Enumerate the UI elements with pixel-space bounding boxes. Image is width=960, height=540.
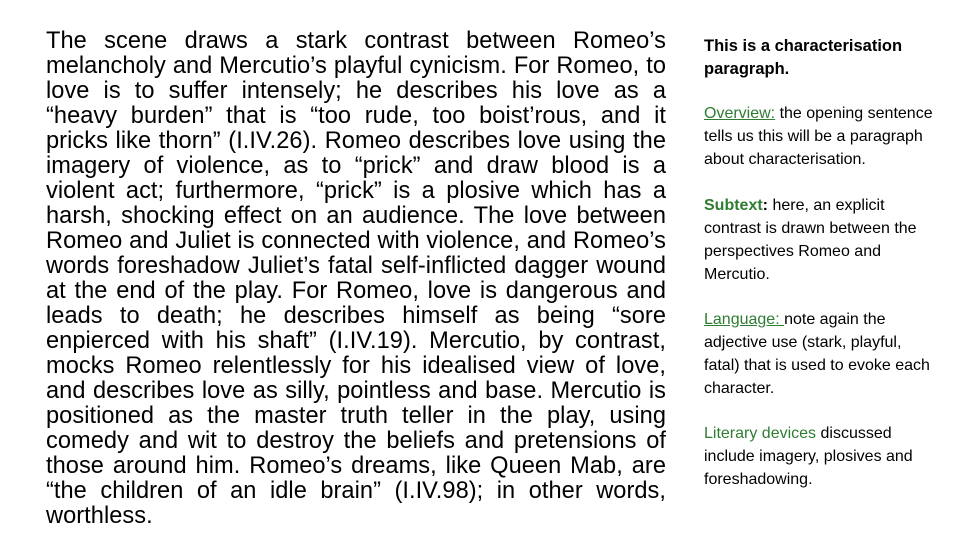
language-text: note again the adjective use (stark, playful, fatal) that is used to evoke each character.	[704, 311, 930, 397]
subtext-label: Subtext	[704, 197, 763, 214]
essay-paragraph: The scene draws a stark contrast between Romeo’s melancholy and Mercutio’s playful cynicism. For Romeo, to love is to suffer intensely; he describes his love as a “heavy burden” that is “too rude, too boist’rous, and it pricks like thorn” (I.IV.26). Romeo describes love using the imagery of violence, as to “prick” and draw blood is a violent act; furthermore, “prick” is a plosive which has a harsh, shocking effect on an audience. The love between Romeo and Juliet is connected with violence, and Romeo’s words foreshadow Juliet’s fatal self-inflicted dagger wound at the end of the play. For Romeo, love is dangerous and leads to death; he describes himself as being “sore enpierced with his shaft” (I.IV.19). Mercutio, by contrast, mocks Romeo relentlessly for his idealised view of love, and describes love as silly, pointless and base. Mercutio is positioned as the master truth teller in the play, using comedy and wit to destroy the beliefs and pretensions of those around him. Romeo’s dreams, like Queen Mab, are “the children of an idle brain” (I.IV.98); in other words, worthless.	[46, 29, 666, 529]
note-literary-devices	[704, 422, 940, 491]
annotation-panel	[704, 35, 940, 491]
note-overview	[704, 102, 940, 171]
overview-label: Overview:	[704, 105, 776, 122]
note-language	[704, 308, 940, 400]
language-label: Language:	[704, 311, 785, 328]
subtext-text: here, an explicit contrast is drawn between the perspectives Romeo and Mercutio.	[704, 197, 917, 283]
overview-text: the opening sentence tells us this will be a paragraph about characterisation.	[704, 105, 933, 168]
literary-label: Literary devices	[704, 425, 817, 442]
subtext-colon: :	[762, 197, 768, 214]
note-subtext	[704, 194, 940, 286]
note-title: This is a characterisation paragraph.	[704, 37, 903, 78]
literary-text: discussed include imagery, plosives and foreshadowing.	[704, 425, 913, 488]
